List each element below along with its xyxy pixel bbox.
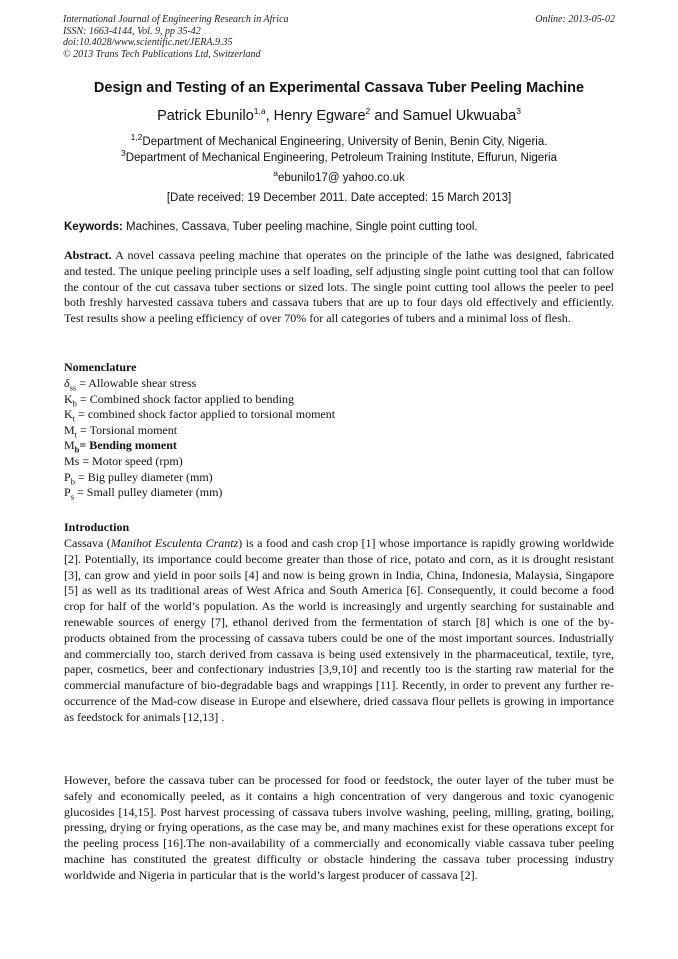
nomenclature-item: $\delta_{ss}$ = Allowable shear stress — [64, 376, 197, 393]
nomenclature-item: $M_b=$ Bending moment — [64, 438, 177, 455]
abstract-label: Abstract. — [64, 248, 112, 262]
author-list — [0, 108, 678, 124]
email-sup: a — [273, 168, 278, 179]
author-2: , Henry Egware — [265, 108, 366, 124]
keywords — [64, 221, 616, 233]
affiliation-1-text: Department of Mechanical Engineering, University of Benin, Benin City, Nigeria. — [142, 136, 548, 148]
affiliation-2-sup: 3 — [120, 148, 126, 159]
keywords-label: Keywords: — [64, 221, 123, 233]
keywords-text: Machines, Cassava, Tuber peeling machine, Single point cutting tool. — [122, 221, 478, 233]
species-name: Manihot Esculenta Crantz — [110, 536, 239, 550]
doi-line: doi:10.4028/www.scientific.net/JERA.9.35 — [63, 37, 233, 48]
author-3: and Samuel Ukwuaba — [374, 108, 517, 124]
running-header — [63, 14, 615, 60]
introduction-paragraph-2: However, before the cassava tuber can be processed for food or feedstock, the outer layer of the tuber must be safely and economically peeled, as it contains a high concentration of very dangerous and toxic cyanogenic glucosides [14,15]. Post harvest processing of cassava tubers involve washing, peeling, milling, grating, boiling, pressing, drying or frying operations, as the case may be, and many machines exist for these operations except for the peeling process [16].The non-availability of a commercially and economically viable cassava tuber peeling machine has constituted the greatest difficulty or obstacle hindering the cassava tuber processing industry worldwide and Nigeria in particular that is the world’s largest producer of cassava [2]. — [64, 773, 614, 882]
issn-line: ISSN: 1663-4144, Vol. 9, pp 35-42 — [63, 25, 201, 37]
introduction-heading: Introduction — [64, 520, 130, 534]
nomenclature-item: $K_b$ = Combined shock factor applied to bending — [64, 391, 294, 408]
author-1-sup: 1,a — [253, 106, 266, 117]
author-2-sup: 2 — [365, 106, 371, 117]
email-address: ebunilo17@ yahoo.co.uk — [277, 172, 405, 184]
nomenclature-item: Ms = Motor speed (rpm) — [64, 453, 183, 468]
affiliation-2-text: Department of Mechanical Engineering, Petroleum Training Institute, Effurun, Nigeria — [125, 152, 557, 164]
email-line — [0, 168, 678, 184]
nomenclature-item: $M_t$ = Torsional moment — [64, 422, 178, 440]
nomenclature-list — [64, 376, 464, 501]
online-date: Online: 2013-05-02 — [535, 14, 615, 25]
abstract-text: A novel cassava peeling machine that operates on the principle of the lathe was designed, fabricated and tested. The unique peeling principle uses a self loading, self adjusting single point cutting tool that can follow the contour of the cut cassava tuber sections or sized lots. The single point cutting tool allows the peeler to peel both freshly harvested cassava tubers and cassava tubers that are up to four days old effectively and efficiently. Test results show a peeling efficiency of over 70% for all categories of tubers and a minimal loss of flesh. — [64, 248, 614, 326]
introduction-paragraph-1: Cassava (Manihot Esculenta Crantz) is a food and cash crop [1] whose importance is rapidly growing worldwide [2]. Potentially, its importance could become greater than those of rice, potato and corn, as it is drought resistant [3], can grow and yield in poor soils [4] and now is being grown in India, China, Indonesia, Malaysia, Singapore [5] as well as its traditional areas of West Africa and South America [6]. Consequently, it could become a food crop for half of the world’s population. As the world is increasingly and urgently searching for sustainable and renewable sources of energy [7], ethanol derived from the fermentation of starch [8] which is one of the by-products obtained from the processing of cassava tubers could be one of the most important sources. Industrially and commercially too, starch derived from cassava is being used extensively in the pharmaceutical, textile, tyre, paper, cosmetics, beer and confectionary industries [3,9,10] and recently too is the starting raw material for the commercial manufacture of bio-degradable bags and wrappings [11]. Recently, in order to prevent any further re-occurrence of the Mad-cow disease in Europe and elsewhere, dried cassava flour pellets is growing in importance as feedstock for animals [12,13] . — [64, 536, 614, 724]
affiliation-1 — [0, 132, 678, 148]
affiliation-2 — [0, 148, 678, 164]
copyright-line: © 2013 Trans Tech Publications Ltd, Switzerland — [63, 48, 261, 60]
nomenclature-item: $P_b$ = Big pulley diameter (mm) — [64, 469, 213, 486]
nomenclature-item: $P_s$ = Small pulley diameter (mm) — [64, 485, 223, 502]
nomenclature-item: $K_t$ = combined shock factor applied to torsional moment — [64, 407, 336, 424]
paper-title: Design and Testing of an Experimental Cassava Tuber Peeling Machine — [93, 80, 585, 96]
nomenclature-heading: Nomenclature — [64, 360, 137, 374]
affiliation-1-sup: 1,2 — [130, 132, 143, 143]
author-3-sup: 3 — [516, 106, 521, 117]
journal-name: International Journal of Engineering Research in Africa — [63, 14, 289, 25]
abstract — [64, 248, 614, 327]
dates-line: [Date received: 19 December 2011. Date accepted: 15 March 2013] — [166, 192, 512, 204]
author-1: Patrick Ebunilo — [157, 108, 254, 124]
